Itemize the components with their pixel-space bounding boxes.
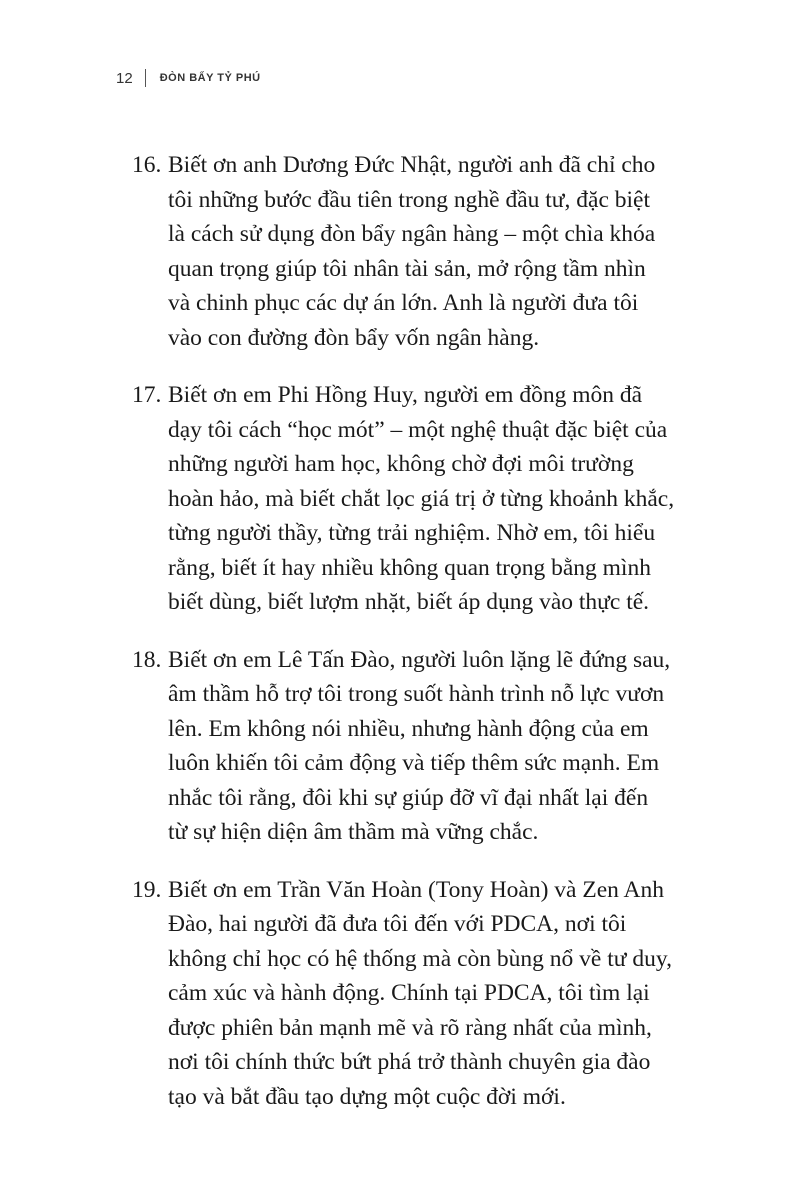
text-line: không chỉ học có hệ thống mà còn bùng nổ về tư duy,: [168, 945, 672, 972]
acknowledgement-list: [132, 148, 712, 1137]
text-line: biết dùng, biết lượm nhặt, biết áp dụng vào thực tế.: [168, 589, 650, 615]
text-line: nhắc tôi rằng, đôi khi sự giúp đỡ vĩ đại nhất lại đến: [168, 784, 649, 811]
text-line: Biết ơn em Phi Hồng Huy, người em đồng môn đã: [168, 382, 643, 408]
page-number: 12: [116, 69, 133, 87]
item-number: 16.: [132, 152, 162, 178]
text-line: dạy tôi cách “học mót” – một nghệ thuật đặc biệt của: [168, 416, 668, 443]
item-text: [168, 148, 712, 355]
item-number: 17.: [132, 382, 162, 408]
text-line: từ sự hiện diện âm thầm mà vững chắc.: [168, 819, 539, 845]
text-line: được phiên bản mạnh mẽ và rõ ràng nhất của mình,: [168, 1014, 652, 1041]
text-line: là cách sử dụng đòn bẩy ngân hàng – một chìa khóa: [168, 221, 656, 247]
text-line: Đào, hai người đã đưa tôi đến với PDCA, nơi tôi: [168, 911, 627, 937]
text-line: Biết ơn em Trần Văn Hoàn (Tony Hoàn) và Zen Anh: [168, 876, 664, 903]
text-line: hoàn hảo, mà biết chắt lọc giá trị ở từng khoảnh khắc,: [168, 485, 675, 512]
list-item-19: [132, 873, 712, 1115]
text-line: những người ham học, không chờ đợi môi trường: [168, 451, 634, 477]
book-title: ĐÒN BẨY TỶ PHÚ: [159, 72, 261, 84]
header-divider: [145, 69, 146, 87]
text-line: tạo và bắt đầu tạo dựng một cuộc đời mới.: [168, 1083, 566, 1110]
text-line: từng người thầy, từng trải nghiệm. Nhờ em, tôi hiểu: [168, 520, 656, 546]
item-number: 18.: [132, 646, 162, 673]
text-line: cảm xúc và hành động. Chính tại PDCA, tôi tìm lại: [168, 980, 650, 1006]
text-line: nơi tôi chính thức bứt phá trở thành chuyên gia đào: [168, 1049, 651, 1075]
text-line: rằng, biết ít hay nhiều không quan trọng bằng mình: [168, 554, 651, 581]
item-number: 19.: [132, 876, 162, 903]
text-line: âm thầm hỗ trợ tôi trong suốt hành trình nỗ lực vươn: [168, 681, 665, 707]
list-item-17: [132, 378, 712, 620]
item-text: [168, 643, 712, 850]
item-text: [168, 378, 712, 620]
list-item-18: [132, 643, 712, 850]
running-header: [116, 66, 261, 90]
text-line: Biết ơn em Lê Tấn Đào, người luôn lặng lẽ đứng sau,: [168, 646, 671, 673]
text-line: quan trọng giúp tôi nhân tài sản, mở rộng tầm nhìn: [168, 255, 646, 282]
text-line: lên. Em không nói nhiều, nhưng hành động của em: [168, 715, 649, 742]
text-line: vào con đường đòn bẩy vốn ngân hàng.: [168, 324, 540, 351]
item-text: [168, 873, 712, 1115]
text-line: tôi những bước đầu tiên trong nghề đầu tư, đặc biệt: [168, 186, 651, 213]
list-item-16: [132, 148, 712, 355]
text-line: luôn khiến tôi cảm động và tiếp thêm sức mạnh. Em: [168, 750, 660, 776]
text-line: Biết ơn anh Dương Đức Nhật, người anh đã chỉ cho: [168, 152, 656, 178]
text-line: và chinh phục các dự án lớn. Anh là người đưa tôi: [168, 290, 639, 316]
